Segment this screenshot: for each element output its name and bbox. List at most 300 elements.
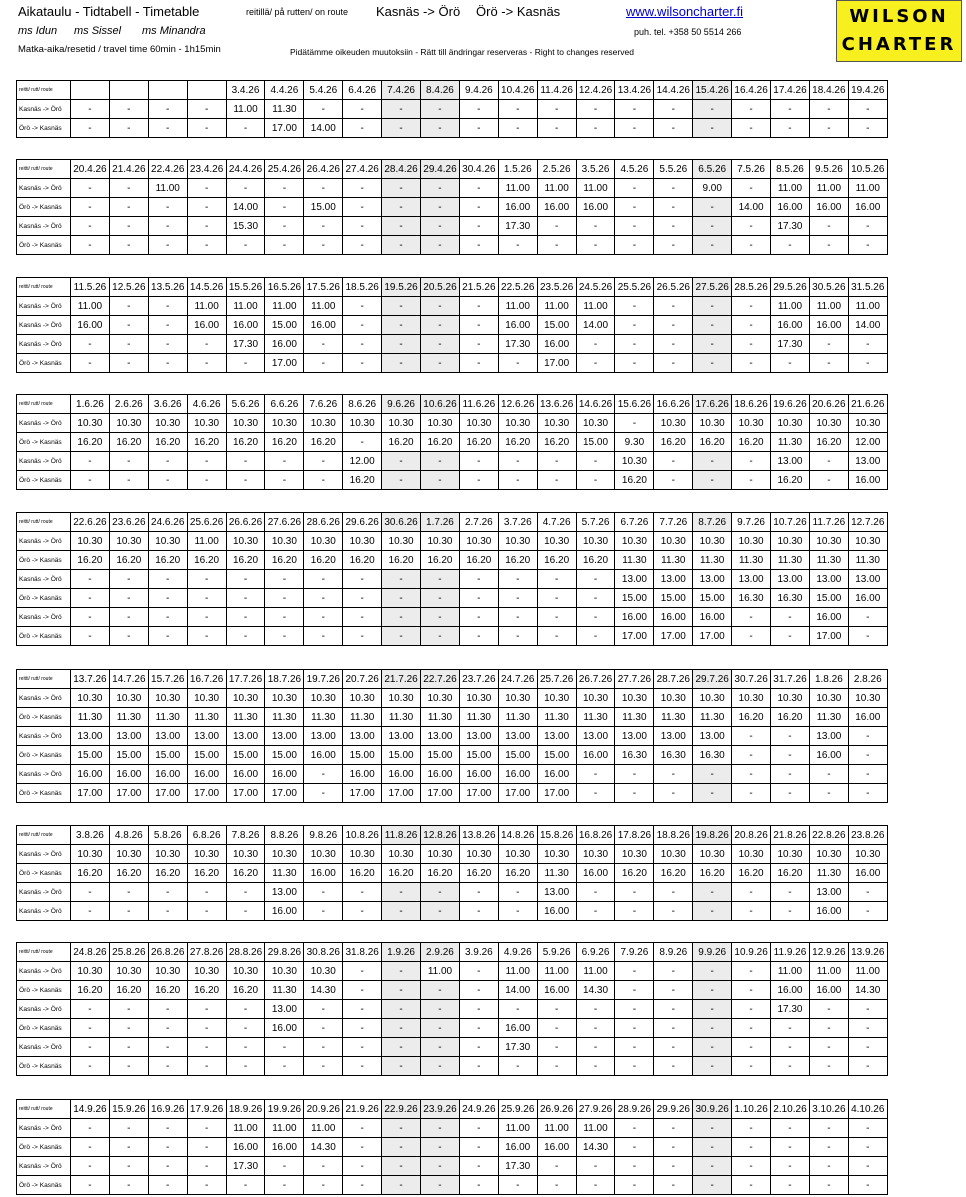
- date-cell: 7.5.26: [732, 160, 771, 179]
- date-cell: 18.4.26: [809, 81, 848, 100]
- date-cell: 11.5.26: [71, 278, 110, 297]
- departure-time-cell: -: [343, 433, 382, 452]
- departure-time-cell: 11.30: [226, 708, 265, 727]
- date-cell: 6.4.26: [343, 81, 382, 100]
- date-cell: 3.9.26: [459, 943, 498, 962]
- departure-time-cell: 13.00: [421, 727, 460, 746]
- departure-time-cell: -: [109, 1138, 148, 1157]
- departure-time-cell: -: [771, 883, 810, 902]
- departure-time-cell: 13.00: [615, 570, 654, 589]
- departure-time-cell: 11.00: [537, 297, 576, 316]
- departure-time-cell: -: [459, 1157, 498, 1176]
- departure-time-cell: -: [809, 471, 848, 490]
- departure-time-cell: 16.20: [71, 433, 110, 452]
- date-header-row: [17, 160, 888, 179]
- date-cell: 4.5.26: [615, 160, 654, 179]
- departure-time-cell: 16.00: [809, 902, 848, 921]
- departure-time-cell: 10.30: [615, 689, 654, 708]
- date-cell: [187, 81, 226, 100]
- departure-time-cell: -: [421, 471, 460, 490]
- departure-time-cell: -: [693, 335, 732, 354]
- route-label: Örö -> Kasnäs: [17, 1138, 71, 1157]
- departure-time-cell: 10.30: [109, 689, 148, 708]
- departure-time-cell: 10.30: [654, 532, 693, 551]
- departure-time-cell: 11.00: [187, 297, 226, 316]
- departure-time-cell: 16.20: [304, 551, 343, 570]
- date-cell: 30.6.26: [382, 513, 421, 532]
- date-cell: 22.4.26: [148, 160, 187, 179]
- route-header-label: reitti/ rutt/ route: [17, 1100, 71, 1119]
- route-label: Kasnäs -> Örö: [17, 217, 71, 236]
- departure-time-cell: 11.00: [148, 179, 187, 198]
- route-header-label: reitti/ rutt/ route: [17, 160, 71, 179]
- route-label: Örö -> Kasnäs: [17, 589, 71, 608]
- date-cell: 27.7.26: [615, 670, 654, 689]
- date-header-row: [17, 670, 888, 689]
- departure-time-cell: -: [343, 627, 382, 646]
- route-label: Örö -> Kasnäs: [17, 354, 71, 373]
- date-cell: 17.9.26: [187, 1100, 226, 1119]
- departure-time-cell: 15.00: [343, 746, 382, 765]
- departure-time-cell: 17.00: [226, 784, 265, 803]
- departure-time-cell: -: [382, 100, 421, 119]
- date-cell: 18.6.26: [732, 395, 771, 414]
- date-cell: 21.4.26: [109, 160, 148, 179]
- departure-time-cell: -: [615, 414, 654, 433]
- departure-time-cell: -: [187, 471, 226, 490]
- departure-time-cell: 11.30: [693, 708, 732, 727]
- route-label: Kasnäs -> Örö: [17, 1119, 71, 1138]
- departure-time-cell: 10.30: [537, 532, 576, 551]
- date-cell: 5.5.26: [654, 160, 693, 179]
- date-cell: 11.6.26: [459, 395, 498, 414]
- departure-time-cell: -: [809, 119, 848, 138]
- departure-time-cell: -: [498, 236, 537, 255]
- departure-time-cell: 11.00: [304, 1119, 343, 1138]
- departure-time-cell: 16.00: [537, 198, 576, 217]
- departure-time-cell: -: [576, 608, 615, 627]
- departure-time-cell: -: [693, 981, 732, 1000]
- route-header-label: reitti/ rutt/ route: [17, 826, 71, 845]
- departure-time-cell: 16.30: [732, 589, 771, 608]
- departure-time-cell: -: [459, 962, 498, 981]
- route-label: Kasnäs -> Örö: [17, 845, 71, 864]
- departure-time-cell: -: [848, 883, 887, 902]
- route-label: Kasnäs -> Örö: [17, 100, 71, 119]
- date-cell: 15.8.26: [537, 826, 576, 845]
- logo-line-1: WILSON: [849, 6, 949, 27]
- departure-time-cell: 16.00: [226, 765, 265, 784]
- date-cell: 2.10.26: [771, 1100, 810, 1119]
- departure-time-cell: -: [148, 1057, 187, 1076]
- departure-time-cell: -: [421, 902, 460, 921]
- departure-time-cell: 10.30: [382, 414, 421, 433]
- departure-time-cell: -: [654, 1038, 693, 1057]
- route-label: Örö -> Kasnäs: [17, 746, 71, 765]
- departure-time-cell: 11.30: [576, 708, 615, 727]
- departure-time-cell: -: [382, 179, 421, 198]
- departure-time-cell: -: [848, 902, 887, 921]
- departure-time-cell: 16.20: [226, 981, 265, 1000]
- departure-time-cell: 17.00: [498, 784, 537, 803]
- departure-time-cell: -: [71, 608, 110, 627]
- date-cell: 3.10.26: [809, 1100, 848, 1119]
- date-cell: 21.8.26: [771, 826, 810, 845]
- departure-time-cell: 16.30: [615, 746, 654, 765]
- departure-time-cell: -: [654, 297, 693, 316]
- departure-time-cell: 10.30: [615, 845, 654, 864]
- departure-time-cell: -: [809, 784, 848, 803]
- departure-time-cell: -: [654, 354, 693, 373]
- departure-time-cell: 10.30: [187, 414, 226, 433]
- date-cell: 25.6.26: [187, 513, 226, 532]
- date-cell: 18.7.26: [265, 670, 304, 689]
- departure-time-cell: 16.00: [343, 765, 382, 784]
- departure-time-cell: -: [732, 100, 771, 119]
- departure-time-cell: -: [109, 883, 148, 902]
- route-label: Kasnäs -> Örö: [17, 1000, 71, 1019]
- date-cell: 24.7.26: [498, 670, 537, 689]
- departure-time-cell: -: [576, 765, 615, 784]
- departure-time-cell: -: [71, 217, 110, 236]
- departure-time-cell: -: [848, 354, 887, 373]
- departure-time-cell: 11.00: [498, 297, 537, 316]
- departure-time-cell: 16.20: [343, 551, 382, 570]
- date-cell: 11.9.26: [771, 943, 810, 962]
- departure-time-cell: -: [459, 236, 498, 255]
- date-cell: 24.9.26: [459, 1100, 498, 1119]
- departure-time-cell: 16.20: [771, 471, 810, 490]
- date-cell: 31.8.26: [343, 943, 382, 962]
- departure-time-cell: 13.00: [576, 727, 615, 746]
- departure-time-cell: -: [732, 452, 771, 471]
- departure-time-cell: -: [809, 1176, 848, 1195]
- departure-time-cell: 14.30: [576, 981, 615, 1000]
- departure-time-cell: -: [771, 1119, 810, 1138]
- departure-time-cell: 13.00: [771, 452, 810, 471]
- departure-time-cell: 10.30: [421, 689, 460, 708]
- departure-time-cell: 10.30: [459, 532, 498, 551]
- timetable-section: [16, 512, 888, 646]
- departure-time-cell: 10.30: [109, 414, 148, 433]
- departure-time-cell: -: [343, 1038, 382, 1057]
- date-cell: 17.7.26: [226, 670, 265, 689]
- departure-time-cell: 16.00: [537, 981, 576, 1000]
- departure-time-cell: 10.30: [576, 532, 615, 551]
- departure-time-cell: 16.00: [848, 864, 887, 883]
- route-label: Örö -> Kasnäs: [17, 471, 71, 490]
- departure-time-cell: -: [226, 354, 265, 373]
- departure-time-cell: -: [459, 981, 498, 1000]
- departure-time-cell: -: [148, 316, 187, 335]
- departure-time-cell: -: [421, 627, 460, 646]
- date-cell: 5.4.26: [304, 81, 343, 100]
- route-kasnas-oro: Kasnäs -> Örö: [376, 4, 461, 19]
- route-label: Kasnäs -> Örö: [17, 452, 71, 471]
- departure-time-cell: -: [382, 217, 421, 236]
- departure-time-cell: -: [148, 1157, 187, 1176]
- departure-time-cell: -: [576, 1019, 615, 1038]
- departure-time-cell: 10.30: [187, 962, 226, 981]
- departure-time-cell: -: [343, 316, 382, 335]
- departure-time-cell: 13.00: [809, 883, 848, 902]
- departure-time-cell: 9.30: [615, 433, 654, 452]
- date-cell: 18.9.26: [226, 1100, 265, 1119]
- departure-time-cell: -: [693, 1138, 732, 1157]
- departure-time-cell: -: [71, 100, 110, 119]
- ship-name: ms Sissel: [74, 25, 122, 37]
- departure-time-cell: -: [537, 627, 576, 646]
- departure-time-cell: -: [498, 1057, 537, 1076]
- departure-row: [17, 1157, 888, 1176]
- departure-time-cell: -: [809, 100, 848, 119]
- date-cell: 4.9.26: [498, 943, 537, 962]
- date-cell: 6.9.26: [576, 943, 615, 962]
- departure-time-cell: 16.20: [809, 433, 848, 452]
- departure-time-cell: 13.00: [654, 570, 693, 589]
- date-cell: 12.6.26: [498, 395, 537, 414]
- departure-time-cell: 12.00: [848, 433, 887, 452]
- route-label: Örö -> Kasnäs: [17, 1019, 71, 1038]
- departure-time-cell: 11.00: [809, 297, 848, 316]
- date-header-row: [17, 826, 888, 845]
- date-cell: 29.8.26: [265, 943, 304, 962]
- departure-time-cell: 10.30: [382, 532, 421, 551]
- departure-time-cell: -: [382, 608, 421, 627]
- departure-time-cell: -: [732, 627, 771, 646]
- departure-time-cell: -: [343, 589, 382, 608]
- departure-time-cell: -: [343, 981, 382, 1000]
- departure-time-cell: -: [732, 784, 771, 803]
- departure-time-cell: 16.00: [848, 198, 887, 217]
- route-label: Kasnäs -> Örö: [17, 414, 71, 433]
- departure-time-cell: 13.00: [459, 727, 498, 746]
- website-link[interactable]: www.wilsoncharter.fi: [626, 4, 744, 19]
- departure-time-cell: -: [809, 236, 848, 255]
- departure-time-cell: -: [304, 627, 343, 646]
- departure-time-cell: -: [771, 765, 810, 784]
- departure-time-cell: -: [148, 297, 187, 316]
- departure-time-cell: -: [304, 179, 343, 198]
- date-cell: 13.6.26: [537, 395, 576, 414]
- departure-time-cell: 16.00: [459, 765, 498, 784]
- departure-time-cell: 11.30: [771, 433, 810, 452]
- departure-time-cell: 12.00: [343, 452, 382, 471]
- departure-time-cell: -: [732, 727, 771, 746]
- departure-time-cell: 15.00: [148, 746, 187, 765]
- departure-time-cell: -: [148, 1138, 187, 1157]
- departure-time-cell: 14.30: [304, 1138, 343, 1157]
- departure-time-cell: 10.30: [382, 689, 421, 708]
- departure-time-cell: -: [537, 589, 576, 608]
- departure-time-cell: -: [654, 1119, 693, 1138]
- departure-time-cell: 16.20: [265, 551, 304, 570]
- departure-time-cell: -: [226, 1057, 265, 1076]
- date-cell: 17.4.26: [771, 81, 810, 100]
- departure-time-cell: -: [537, 452, 576, 471]
- departure-time-cell: -: [421, 1157, 460, 1176]
- route-header-label: reitti/ rutt/ route: [17, 513, 71, 532]
- departure-time-cell: 10.30: [226, 689, 265, 708]
- date-cell: 3.5.26: [576, 160, 615, 179]
- date-cell: 26.5.26: [654, 278, 693, 297]
- departure-time-cell: -: [771, 627, 810, 646]
- departure-time-cell: 13.00: [265, 1000, 304, 1019]
- departure-time-cell: 16.20: [226, 551, 265, 570]
- departure-time-cell: -: [809, 1019, 848, 1038]
- date-cell: 2.9.26: [421, 943, 460, 962]
- date-cell: 29.6.26: [343, 513, 382, 532]
- departure-time-cell: -: [109, 471, 148, 490]
- departure-time-cell: 11.00: [771, 297, 810, 316]
- departure-time-cell: -: [771, 1038, 810, 1057]
- date-cell: 10.7.26: [771, 513, 810, 532]
- departure-time-cell: -: [148, 627, 187, 646]
- departure-time-cell: 16.20: [576, 551, 615, 570]
- departure-row: [17, 981, 888, 1000]
- departure-time-cell: 14.00: [732, 198, 771, 217]
- departure-time-cell: 13.00: [771, 570, 810, 589]
- departure-time-cell: 10.30: [459, 689, 498, 708]
- departure-time-cell: -: [421, 316, 460, 335]
- departure-time-cell: -: [382, 297, 421, 316]
- departure-time-cell: -: [654, 335, 693, 354]
- departure-time-cell: -: [421, 1176, 460, 1195]
- date-cell: 23.9.26: [421, 1100, 460, 1119]
- departure-time-cell: -: [809, 335, 848, 354]
- departure-time-cell: -: [226, 119, 265, 138]
- departure-time-cell: 11.00: [498, 962, 537, 981]
- departure-time-cell: 16.20: [343, 471, 382, 490]
- departure-time-cell: -: [615, 1019, 654, 1038]
- departure-time-cell: -: [148, 608, 187, 627]
- departure-time-cell: 13.00: [226, 727, 265, 746]
- departure-time-cell: -: [109, 452, 148, 471]
- departure-time-cell: -: [187, 627, 226, 646]
- date-cell: 9.9.26: [693, 943, 732, 962]
- departure-row: [17, 589, 888, 608]
- departure-time-cell: -: [459, 902, 498, 921]
- departure-time-cell: 10.30: [693, 532, 732, 551]
- departure-time-cell: -: [343, 198, 382, 217]
- departure-time-cell: -: [732, 335, 771, 354]
- departure-time-cell: -: [459, 179, 498, 198]
- departure-time-cell: -: [848, 236, 887, 255]
- departure-time-cell: 13.00: [848, 570, 887, 589]
- date-cell: 28.4.26: [382, 160, 421, 179]
- departure-time-cell: 16.20: [343, 864, 382, 883]
- departure-time-cell: -: [265, 236, 304, 255]
- departure-time-cell: 10.30: [848, 845, 887, 864]
- departure-time-cell: -: [109, 335, 148, 354]
- departure-time-cell: 11.30: [615, 708, 654, 727]
- departure-time-cell: -: [654, 902, 693, 921]
- timetable-section: [16, 80, 888, 138]
- departure-time-cell: 10.30: [226, 962, 265, 981]
- departure-time-cell: -: [732, 608, 771, 627]
- date-cell: 11.7.26: [809, 513, 848, 532]
- departure-time-cell: -: [732, 316, 771, 335]
- departure-time-cell: -: [537, 1157, 576, 1176]
- departure-time-cell: -: [265, 217, 304, 236]
- departure-time-cell: 16.20: [537, 551, 576, 570]
- departure-time-cell: 14.00: [498, 981, 537, 1000]
- departure-row: [17, 316, 888, 335]
- departure-time-cell: -: [459, 297, 498, 316]
- departure-time-cell: -: [109, 179, 148, 198]
- date-cell: 3.7.26: [498, 513, 537, 532]
- date-cell: 16.9.26: [148, 1100, 187, 1119]
- departure-time-cell: 11.30: [693, 551, 732, 570]
- departure-time-cell: -: [693, 236, 732, 255]
- departure-row: [17, 297, 888, 316]
- departure-time-cell: -: [848, 784, 887, 803]
- departure-time-cell: -: [265, 1057, 304, 1076]
- date-cell: 20.6.26: [809, 395, 848, 414]
- departure-time-cell: -: [576, 471, 615, 490]
- departure-time-cell: -: [771, 1157, 810, 1176]
- departure-time-cell: 17.30: [498, 217, 537, 236]
- departure-time-cell: -: [382, 1157, 421, 1176]
- departure-time-cell: 10.30: [459, 414, 498, 433]
- departure-time-cell: -: [459, 589, 498, 608]
- departure-time-cell: 16.30: [654, 746, 693, 765]
- departure-row: [17, 765, 888, 784]
- departure-time-cell: -: [187, 589, 226, 608]
- departure-time-cell: -: [848, 1057, 887, 1076]
- departure-time-cell: 15.00: [304, 198, 343, 217]
- departure-time-cell: -: [459, 1176, 498, 1195]
- departure-time-cell: -: [615, 236, 654, 255]
- departure-time-cell: -: [304, 1019, 343, 1038]
- departure-time-cell: -: [848, 1138, 887, 1157]
- departure-time-cell: 16.20: [187, 551, 226, 570]
- departure-time-cell: 15.00: [498, 746, 537, 765]
- departure-time-cell: 10.30: [732, 532, 771, 551]
- departure-time-cell: 11.00: [226, 1119, 265, 1138]
- departure-time-cell: 10.30: [265, 532, 304, 551]
- departure-time-cell: 9.00: [693, 179, 732, 198]
- departure-time-cell: -: [421, 236, 460, 255]
- departure-time-cell: 17.00: [421, 784, 460, 803]
- departure-time-cell: -: [459, 1019, 498, 1038]
- date-cell: 4.7.26: [537, 513, 576, 532]
- departure-time-cell: 17.00: [615, 627, 654, 646]
- departure-time-cell: -: [848, 746, 887, 765]
- departure-time-cell: 16.20: [226, 433, 265, 452]
- timetable-section: [16, 942, 888, 1076]
- date-cell: 18.5.26: [343, 278, 382, 297]
- date-cell: 30.5.26: [809, 278, 848, 297]
- departure-time-cell: -: [71, 119, 110, 138]
- departure-time-cell: -: [732, 297, 771, 316]
- departure-row: [17, 100, 888, 119]
- page-title: Aikataulu - Tidtabell - Timetable: [18, 4, 200, 19]
- departure-time-cell: -: [576, 570, 615, 589]
- departure-time-cell: -: [732, 471, 771, 490]
- departure-time-cell: -: [304, 765, 343, 784]
- date-cell: 7.4.26: [382, 81, 421, 100]
- departure-time-cell: -: [421, 100, 460, 119]
- date-cell: 22.6.26: [71, 513, 110, 532]
- route-label: Kasnäs -> Örö: [17, 532, 71, 551]
- departure-time-cell: -: [615, 354, 654, 373]
- departure-time-cell: 11.30: [265, 100, 304, 119]
- departure-time-cell: -: [732, 354, 771, 373]
- departure-time-cell: -: [498, 471, 537, 490]
- departure-time-cell: 11.00: [848, 297, 887, 316]
- date-cell: 24.5.26: [576, 278, 615, 297]
